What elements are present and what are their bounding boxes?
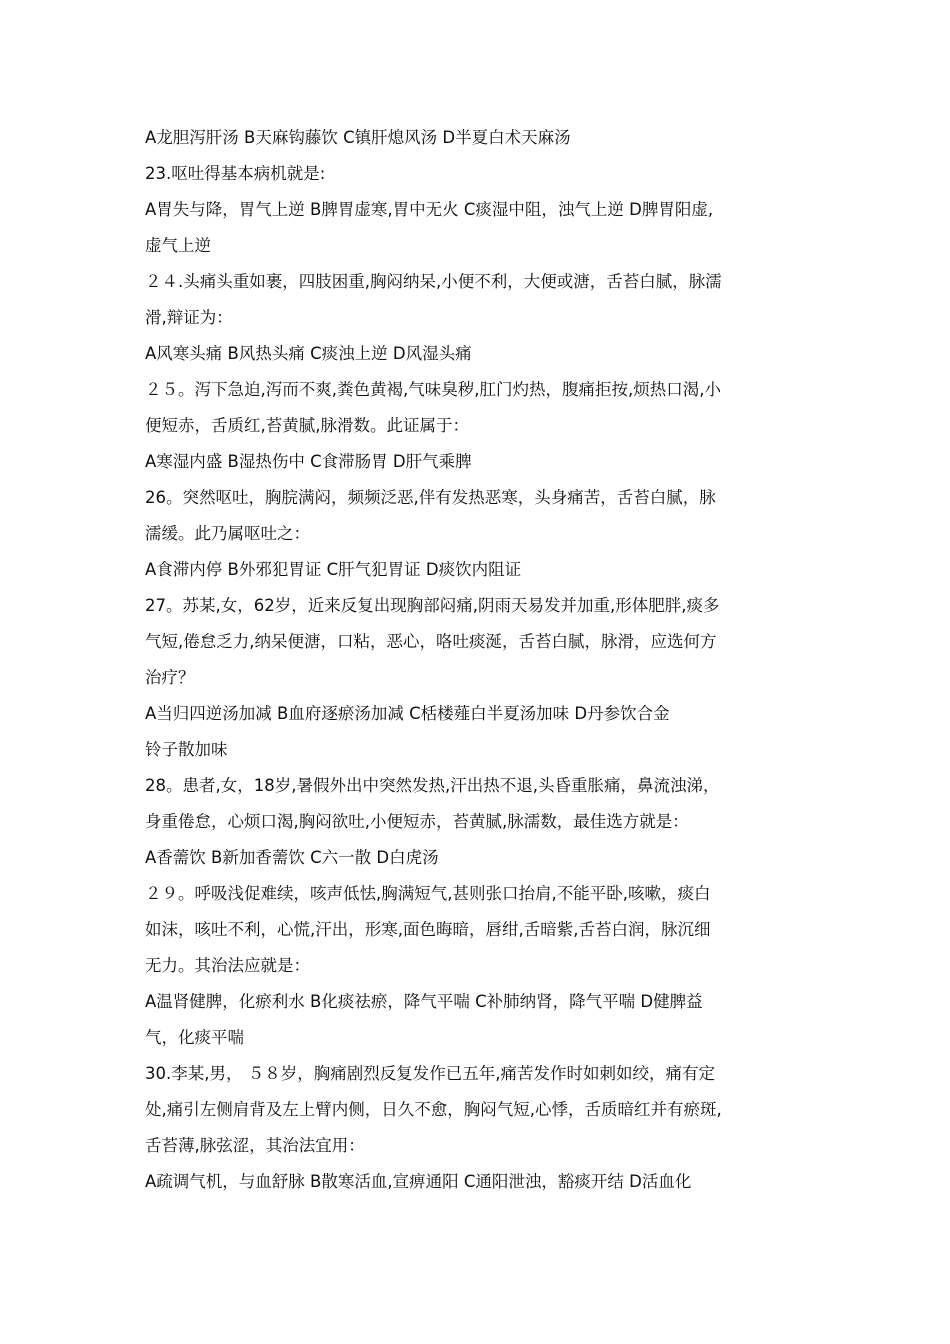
question-line: ２９。呼吸浅促难续，咳声低怯,胸满短气,甚则张口抬肩,不能平卧,咳嗽，痰白 xyxy=(145,884,711,903)
options-line: 气，化痰平喘 xyxy=(145,1028,244,1047)
question-line: ２４.头痛头重如裹，四肢困重,胸闷纳呆,小便不利，大便或溏，舌苔白腻，脉濡 xyxy=(145,272,722,291)
options-line: A温肾健脾，化瘀利水 B化痰祛瘀，降气平喘 C补肺纳肾，降气平喘 D健脾益 xyxy=(145,992,703,1011)
options-line: A当归四逆汤加减 B血府逐瘀汤加减 C栝楼薤白半夏汤加味 D丹参饮合金 xyxy=(145,704,670,723)
options-line: A风寒头痛 B风热头痛 C痰浊上逆 D风湿头痛 xyxy=(145,344,472,363)
question-line: ２５。泻下急迫,泻而不爽,粪色黄褐,气味臭秽,肛门灼热，腹痛拒按,烦热口渴,小 xyxy=(145,380,721,399)
question-line: 26。突然呕吐，胸脘满闷，频频泛恶,伴有发热恶寒，头身痛苦，舌苔白腻，脉 xyxy=(145,488,716,507)
options-line: 铃子散加味 xyxy=(145,740,228,759)
options-line: A胃失与降，胃气上逆 B脾胃虚寒,胃中无火 C痰湿中阻，浊气上逆 D脾胃阳虚, xyxy=(145,200,714,219)
options-line: A疏调气机，与血舒脉 B散寒活血,宣痹通阳 C通阳泄浊，豁痰开结 D活血化 xyxy=(145,1172,692,1191)
question-line: 无力。其治法应就是： xyxy=(145,956,310,975)
options-line: A香薷饮 B新加香薷饮 C六一散 D白虎汤 xyxy=(145,848,439,867)
question-line: 滑,辩证为： xyxy=(145,308,233,327)
question-line: 舌苔薄,脉弦涩，其治法宜用： xyxy=(145,1136,365,1155)
text-line: A龙胆泻肝汤 B天麻钩藤饮 C镇肝熄风汤 D半夏白术天麻汤 xyxy=(145,128,571,147)
question-line: 处,痛引左侧肩背及左上臂内侧，日久不愈，胸闷气短,心悸，舌质暗红并有瘀斑, xyxy=(145,1100,722,1119)
question-line: 身重倦怠，心烦口渴,胸闷欲吐,小便短赤，苔黄腻,脉濡数，最佳选方就是： xyxy=(145,812,689,831)
options-line: A寒湿内盛 B湿热伤中 C食滞肠胃 D肝气乘脾 xyxy=(145,452,472,471)
question-line: 治疗？ xyxy=(145,668,195,687)
question-line: 30.李某,男， ５８岁，胸痛剧烈反复发作已五年,痛苦发作时如刺如绞，痛有定 xyxy=(145,1064,715,1083)
question-line: 23.呕吐得基本病机就是: xyxy=(145,164,326,183)
question-line: 便短赤，舌质红,苔黄腻,脉滑数。此证属于： xyxy=(145,416,469,435)
question-line: 气短,倦怠乏力,纳呆便溏，口粘，恶心，咯吐痰涎，舌苔白腻，脉滑，应选何方 xyxy=(145,632,717,651)
question-line: 27。苏某,女，62岁，近来反复出现胸部闷痛,阴雨天易发并加重,形体肥胖,痰多 xyxy=(145,596,720,615)
question-line: 濡缓。此乃属呕吐之： xyxy=(145,524,310,543)
document-body xyxy=(145,120,815,1200)
options-line: 虚气上逆 xyxy=(145,236,211,255)
options-line: A食滞内停 B外邪犯胃证 C肝气犯胃证 D痰饮内阻证 xyxy=(145,560,522,579)
question-line: 28。患者,女，18岁,暑假外出中突然发热,汗出热不退,头昏重胀痛，鼻流浊涕， xyxy=(145,776,720,795)
question-line: 如沫，咳吐不利，心慌,汗出，形寒,面色晦暗，唇绀,舌暗紫,舌苔白润，脉沉细 xyxy=(145,920,711,939)
